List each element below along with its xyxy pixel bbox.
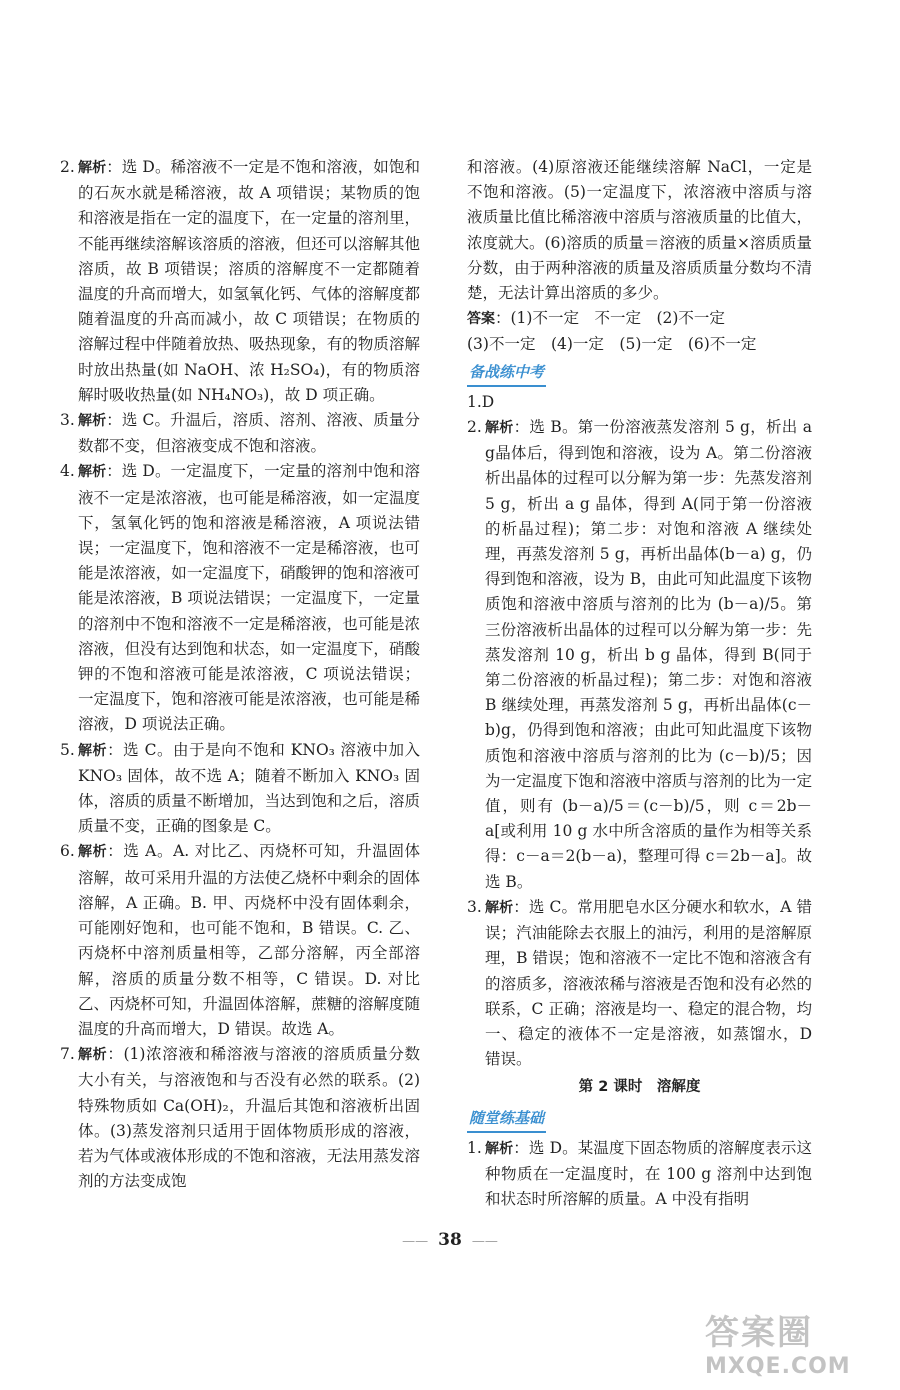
analysis-label: 解析 [78, 742, 108, 759]
right-column [467, 155, 812, 1212]
answer-line-1: ：(1)不一定 不一定 (2)不一定 [495, 309, 725, 328]
answer-item-7 [60, 1042, 420, 1194]
item-number: 3. [467, 897, 482, 916]
analysis-label: 解析 [78, 844, 108, 861]
analysis-label: 解析 [485, 899, 514, 916]
analysis-text: ：选 C。由于是向不饱和 KNO₃ 溶液中加入 KNO₃ 固体，故不选 A；随着不断加入 KNO₃ 固体，溶质的质量不断增加，当达到饱和之后，溶质质量不变，正确的图象是 C。 [78, 740, 420, 836]
section-header-practice [467, 1104, 812, 1136]
answer-item-3 [60, 408, 420, 459]
analysis-label: 解析 [485, 1140, 514, 1157]
answer-item-r4 [467, 1136, 812, 1213]
left-column [60, 155, 420, 1194]
analysis-text: ：选 A。A. 对比乙、丙烧杯可知，升温固体溶解，故可采用升温的方法使乙烧杯中剩余的固体溶解，A 正确。B. 甲、丙烧杯中没有固体剩余，可能刚好饱和，也可能不饱和，B 错误。C. 乙、丙烧杯中溶剂质量相等，乙部分溶解，丙全部溶解，溶质的质量分数不相等，C 错误。D. 对比乙、丙烧杯可知，升温固体溶解，蔗糖的溶解度随温度的升高而增大，D 错误。故选 A。 [78, 842, 421, 1038]
item-number: 2. [467, 418, 482, 437]
continued-text: 和溶液。(4)原溶液还能继续溶解 NaCl，一定是不饱和溶液。(5)一定温度下，浓溶液中溶质与溶液质量比值比稀溶液中溶质与溶液质量的比值大，浓度就大。(6)溶质的质量＝溶液的质量×溶质质量分数，由于两种溶液的质量及溶质质量分数均不清楚，无法计算出溶质的多少。 [467, 158, 812, 303]
watermark-top: 答案圈 [705, 1313, 813, 1353]
item-number: 4. [60, 462, 75, 481]
answer-line-2: (3)不一定 (4)一定 (5)一定 (6)不一定 [467, 335, 757, 354]
item-number: 7. [60, 1045, 75, 1064]
answer-item-r2 [467, 415, 812, 895]
item-number: 5. [60, 740, 75, 759]
analysis-text: ：(1)浓溶液和稀溶液与溶液的溶质质量分数大小有关，与溶液饱和与否没有必然的联系。(2)特殊物质如 Ca(OH)₂，升温后其饱和溶液析出固体。(3)蒸发溶剂只适用于固体物质形成的溶液，若为气体或液体形成的不饱和溶液，无法用蒸发溶剂的方法变成饱 [78, 1045, 420, 1191]
answer-item-2 [60, 155, 420, 408]
item-number: 1. [467, 1138, 482, 1157]
analysis-label: 解析 [485, 420, 514, 437]
answer-item-4 [60, 459, 420, 737]
answer-block [467, 306, 812, 332]
answer-label: 答案 [467, 311, 495, 328]
answer-item-5 [60, 738, 420, 840]
analysis-text: ：选 D。一定温度下，一定量的溶剂中饱和溶液不一定是浓溶液，也可能是稀溶液，如一定温度下，氢氧化钙的饱和溶液是稀溶液，A 项说法错误；一定温度下，饱和溶液不一定是稀溶液，也可能是浓溶液，如一定温度下，硝酸钾的饱和溶液可能是浓溶液，B 项说法错误；一定温度下，一定量的溶剂中不饱和溶液不一定是稀溶液，也可能是浓溶液，但没有达到饱和状态，如一定温度下，硝酸钾的不饱和溶液可能是浓溶液，C 项说法错误；一定温度下，饱和溶液可能是浓溶液，也可能是稀溶液，D 项说法正确。 [78, 462, 421, 734]
analysis-label: 解析 [78, 413, 107, 430]
analysis-label: 解析 [78, 1047, 108, 1064]
analysis-text: ：选 C。常用肥皂水区分硬水和软水，A 错误；汽油能除去衣服上的油污，利用的是溶解原理，B 错误；饱和溶液不一定比不饱和溶液含有的溶质多，溶液浓稀与溶液是否饱和没有必然的联系，C 正确；溶液是均一、稳定的混合物，均一、稳定的液体不一定是溶液，如蒸馏水，D 错误。 [485, 897, 812, 1069]
lesson-title: 第 2 课时 溶解度 [578, 1079, 701, 1096]
analysis-text: ：选 B。第一份溶液蒸发溶剂 5 g，析出 a g晶体后，得到饱和溶液，设为 A。第二份溶液析出晶体的过程可以分解为第一步：先蒸发溶剂 5 g，析出 a g 晶体，得到 A(同于第一份溶液的析晶过程)；第二步：对饱和溶液 A 继续处理，再蒸发溶剂 5 g，再析出晶体(b－a) g，仍得到饱和溶液，设为 B，由此可知此温度下该物质饱和溶液中溶质与溶剂的比为 (b－a)/5。第三份溶液析出晶体的过程可以分解为第一步：先蒸发溶剂 10 g，析出 b g 晶体，得到 B(同于第二份溶液的析晶过程)；第二步：对饱和溶液 B 继续处理，再蒸发溶剂 5 g，再析出晶体(c－b)g，仍得到饱和溶液；由此可知此温度下该物质饱和溶液中溶质与溶剂的比为 (c－b)/5；因为一定温度下饱和溶液中溶质与溶剂的比为一定值，则有 (b－a)/5＝(c－b)/5，则 c＝2b－a[或利用 10 g 水中所含溶质的量作为相等关系得：c－a＝2(b－a)，整理可得 c＝2b－a]。故选 B。 [485, 418, 813, 891]
watermark-logo [705, 1305, 880, 1380]
analysis-text: ：选 C。升温后，溶质、溶剂、溶液、质量分数都不变，但溶液变成不饱和溶液。 [78, 411, 420, 456]
analysis-label: 解析 [78, 464, 107, 481]
answer-item-r3 [467, 895, 812, 1072]
page-number-text: 38 [438, 1230, 462, 1250]
item-number: 6. [60, 842, 75, 861]
answer-item-r1: 1.D [467, 392, 495, 411]
analysis-text: ：选 D。某温度下固态物质的溶解度表示这种物质在一定温度时，在 100 g 溶剂中达到饱和状态时所溶解的质量。A 中没有指明 [485, 1138, 813, 1209]
item-number: 2. [60, 158, 75, 176]
section-header-exam [467, 358, 812, 390]
section-title: 备战练中考 [467, 360, 546, 387]
page-number [0, 1230, 900, 1250]
analysis-label: 解析 [78, 160, 107, 176]
section-title: 随堂练基础 [467, 1106, 546, 1133]
answer-item-6 [60, 839, 420, 1042]
item-number: 3. [60, 411, 75, 430]
watermark-bottom: MXQE.COM [705, 1354, 851, 1379]
analysis-text: ：选 D。稀溶液不一定是不饱和溶液，如饱和的石灰水就是稀溶液，故 A 项错误；某物质的饱和溶液是指在一定的温度下，在一定量的溶剂里，不能再继续溶解该溶质的溶液，但还可以溶解其他溶质，故 B 项错误；溶质的溶解度不一定都随着温度的升高而增大，如氢氧化钙、气体的溶解度都随着温度的升高而减小，故 C 项错误；在物质的溶解过程中伴随着放热、吸热现象，有的物质溶解时放出热量(如 NaOH、浓 H₂SO₄)，有的物质溶解时吸收热量(如 NH₄NO₃)，故 D 项正确。 [78, 158, 421, 404]
